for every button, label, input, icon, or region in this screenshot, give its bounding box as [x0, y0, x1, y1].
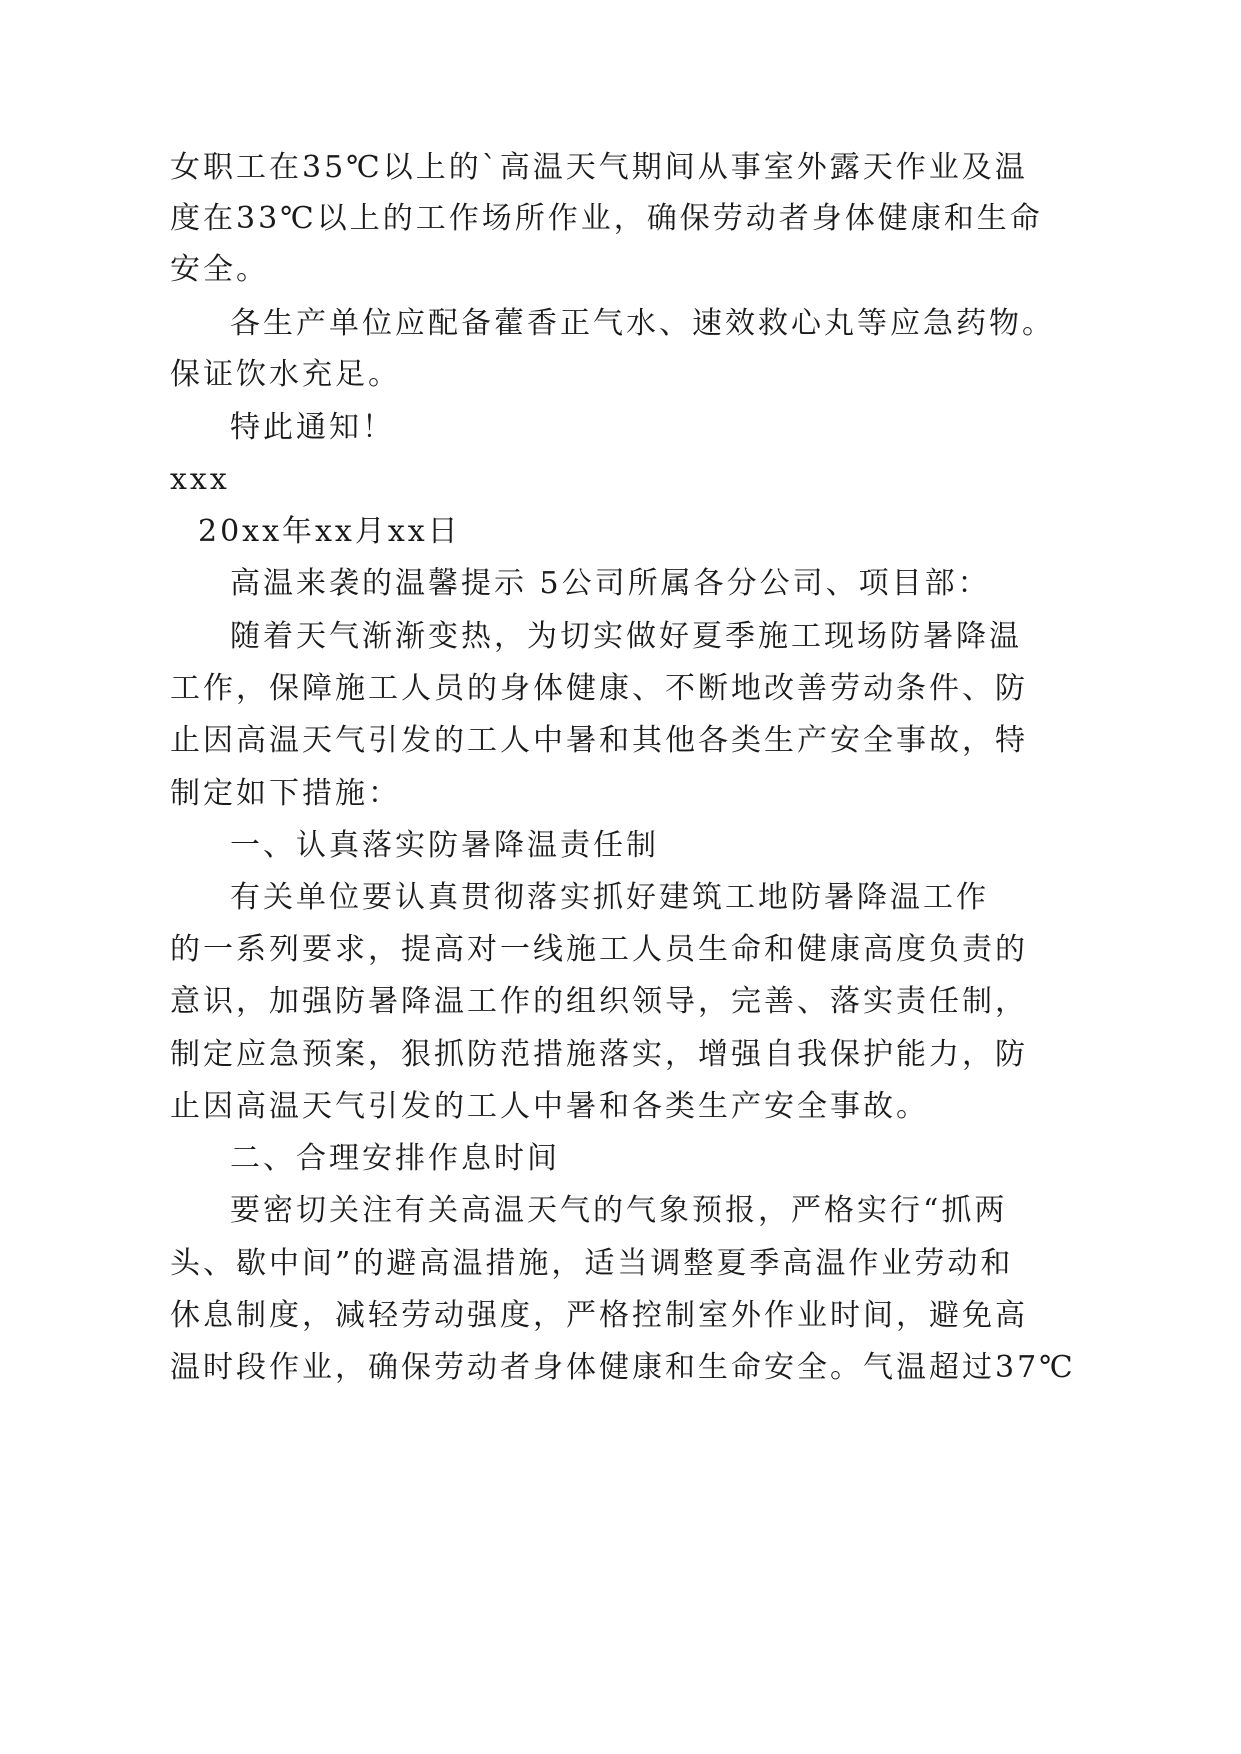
text-line: 止因高温天气引发的工人中暑和各类生产安全事故。 — [170, 1089, 929, 1124]
text-line: 有关单位要认真贯彻落实抓好建筑工地防暑降温工作 — [230, 880, 989, 915]
text-line: 各生产单位应配备藿香正气水、速效救心丸等应急药物。 — [230, 306, 1055, 341]
text-line: 休息制度，减轻劳动强度，严格控制室外作业时间，避免高 — [170, 1298, 1028, 1333]
text-line: 意识，加强防暑降温工作的组织领导，完善、落实责任制， — [170, 984, 1028, 1019]
section-title: 高温来袭的温馨提示 5公司所属各分公司、项目部： — [230, 566, 991, 601]
text-line: 温时段作业，确保劳动者身体健康和生命安全。气温超过37℃ — [170, 1350, 1076, 1385]
text-line: 要密切关注有关高温天气的气象预报，严格实行“抓两 — [230, 1193, 1008, 1228]
signature-name: xxx — [170, 462, 230, 497]
text-line: 的一系列要求，提高对一线施工人员生命和健康高度负责的 — [170, 932, 1028, 967]
text-line: 制定如下措施： — [170, 776, 401, 811]
text-line: 制定应急预案，狠抓防范措施落实，增强自我保护能力，防 — [170, 1037, 1028, 1072]
text-line: 头、歇中间”的避高温措施，适当调整夏季高温作业劳动和 — [170, 1246, 1014, 1281]
closing-line: 特此通知！ — [230, 410, 395, 445]
text-line: 女职工在35℃以上的`高温天气期间从事室外露天作业及温 — [170, 150, 1028, 185]
text-line: 度在33℃以上的工作场所作业，确保劳动者身体健康和生命 — [170, 201, 1043, 236]
text-line: 保证饮水充足。 — [170, 357, 401, 392]
text-line: 工作，保障施工人员的身体健康、不断地改善劳动条件、防 — [170, 671, 1028, 706]
heading-two: 二、合理安排作息时间 — [230, 1141, 560, 1176]
heading-one: 一、认真落实防暑降温责任制 — [230, 828, 659, 863]
text-line: 止因高温天气引发的工人中暑和其他各类生产安全事故，特 — [170, 723, 1028, 758]
signature-date: 20xx年xx月xx日 — [198, 514, 461, 549]
text-line: 安全。 — [170, 252, 269, 287]
text-line: 随着天气渐渐变热，为切实做好夏季施工现场防暑降温 — [230, 619, 1022, 654]
